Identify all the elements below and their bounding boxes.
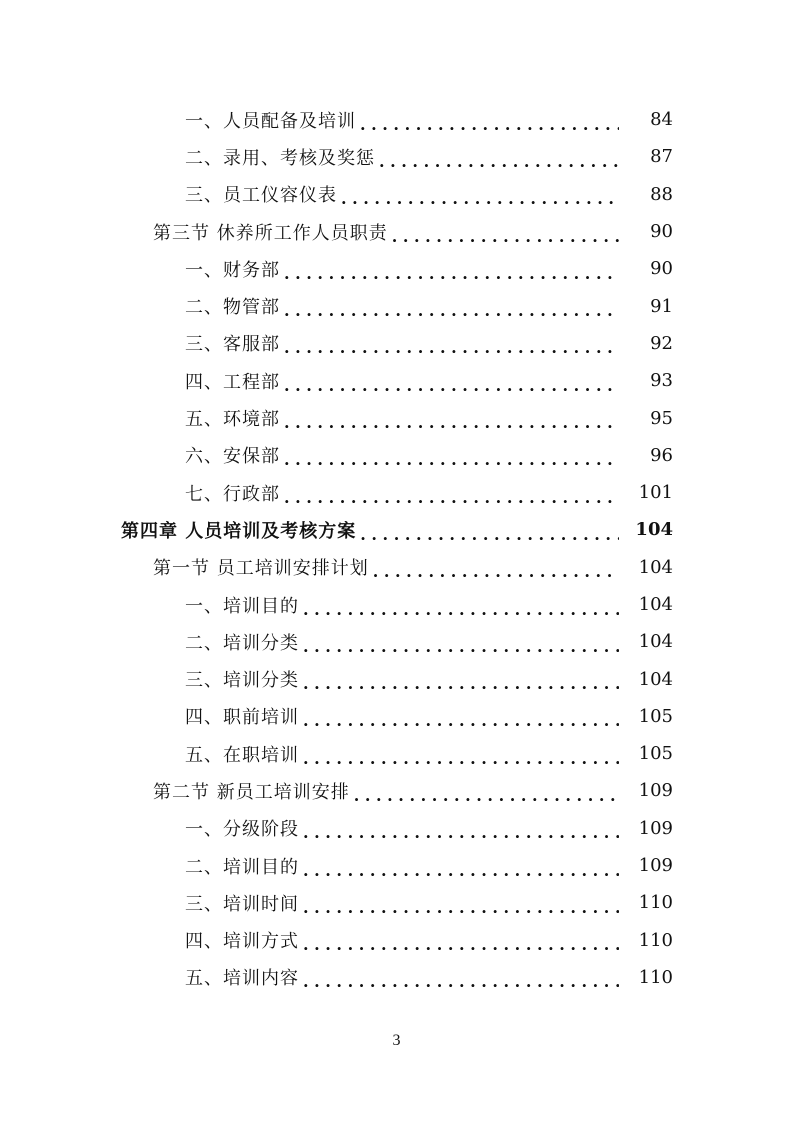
dot-leader: [303, 710, 619, 728]
dot-leader: [303, 971, 619, 989]
dot-leader: [284, 449, 619, 467]
toc-entry-label: 三、培训分类: [185, 670, 299, 692]
toc-entry-label: 三、员工仪容仪表: [185, 185, 337, 207]
toc-entry-item[interactable]: [0, 586, 793, 623]
toc-entry-label: 二、物管部: [185, 297, 280, 319]
toc-entry-item[interactable]: [0, 474, 793, 511]
toc-entry-item[interactable]: [0, 325, 793, 362]
dot-leader: [284, 375, 619, 393]
dot-leader: [303, 822, 619, 840]
toc-entry-label: 二、培训分类: [185, 632, 299, 654]
toc-entry-page: 84: [650, 109, 673, 131]
toc-entry-item[interactable]: [0, 735, 793, 772]
dot-leader: [373, 561, 619, 579]
toc-entry-label: 四、工程部: [185, 371, 280, 393]
toc-entry-page: 92: [650, 332, 673, 354]
toc-entry-page: 109: [638, 855, 673, 877]
toc-entry-item[interactable]: [0, 884, 793, 921]
dot-leader: [284, 412, 619, 430]
toc-entry-item[interactable]: [0, 176, 793, 213]
toc-entry-item[interactable]: [0, 101, 793, 138]
toc-entry-item[interactable]: [0, 399, 793, 436]
toc-entry-item[interactable]: [0, 437, 793, 474]
toc-entry-page: 104: [638, 668, 673, 690]
toc-entry-label: 一、分级阶段: [185, 819, 299, 841]
toc-entry-page: 96: [650, 444, 673, 466]
toc-entry-page: 110: [638, 929, 673, 951]
dot-leader: [354, 785, 619, 803]
toc-entry-item[interactable]: [0, 623, 793, 660]
dot-leader: [303, 599, 619, 617]
toc-entry-item[interactable]: [0, 362, 793, 399]
dot-leader: [303, 897, 619, 915]
toc-entry-label: 七、行政部: [185, 483, 280, 505]
toc-entry-label: 一、培训目的: [185, 595, 299, 617]
toc-entry-page: 91: [650, 295, 673, 317]
toc-entry-item[interactable]: [0, 138, 793, 175]
toc-entry-section[interactable]: [0, 213, 793, 250]
toc-entry-label: 五、培训内容: [185, 968, 299, 990]
toc-entry-item[interactable]: [0, 250, 793, 287]
toc-entry-page: 95: [650, 407, 673, 429]
toc-entry-label: 四、培训方式: [185, 931, 299, 953]
toc-entry-label: 二、录用、考核及奖惩: [185, 147, 375, 169]
dot-leader: [284, 337, 619, 355]
toc-entry-item[interactable]: [0, 959, 793, 996]
toc-entry-label: 六、安保部: [185, 446, 280, 468]
toc-entry-item[interactable]: [0, 660, 793, 697]
toc-entry-label: 一、财务部: [185, 259, 280, 281]
toc-entry-page: 104: [635, 519, 673, 541]
toc-entry-label: 四、职前培训: [185, 707, 299, 729]
toc-entry-section[interactable]: [0, 772, 793, 809]
toc-entry-chapter[interactable]: [0, 511, 793, 548]
toc-entry-label: 五、环境部: [185, 409, 280, 431]
toc-entry-page: 101: [638, 482, 673, 504]
toc-entry-page: 105: [638, 705, 673, 727]
dot-leader: [379, 151, 619, 169]
table-of-contents: [0, 101, 793, 996]
toc-entry-item[interactable]: [0, 287, 793, 324]
toc-entry-page: 88: [650, 183, 673, 205]
toc-entry-label: 五、在职培训: [185, 744, 299, 766]
toc-entry-page: 104: [638, 556, 673, 578]
toc-entry-page: 87: [650, 146, 673, 168]
dot-leader: [341, 188, 619, 206]
toc-entry-page: 109: [638, 817, 673, 839]
toc-entry-label: 第四章 人员培训及考核方案: [121, 520, 357, 542]
toc-entry-page: 90: [650, 258, 673, 280]
toc-entry-item[interactable]: [0, 847, 793, 884]
toc-entry-item[interactable]: [0, 698, 793, 735]
toc-entry-page: 109: [638, 780, 673, 802]
dot-leader: [284, 487, 619, 505]
toc-entry-label: 第二节 新员工培训安排: [153, 781, 350, 803]
dot-leader: [303, 860, 619, 878]
toc-entry-page: 90: [650, 221, 673, 243]
toc-entry-label: 第一节 员工培训安排计划: [153, 558, 369, 580]
toc-entry-item[interactable]: [0, 810, 793, 847]
toc-entry-label: 三、培训时间: [185, 893, 299, 915]
toc-entry-label: 一、人员配备及培训: [185, 110, 356, 132]
dot-leader: [284, 263, 619, 281]
dot-leader: [303, 636, 619, 654]
dot-leader: [303, 673, 619, 691]
dot-leader: [392, 226, 619, 244]
toc-entry-page: 110: [638, 966, 673, 988]
dot-leader: [303, 748, 619, 766]
dot-leader: [284, 300, 619, 318]
toc-entry-label: 第三节 休养所工作人员职责: [153, 222, 388, 244]
dot-leader: [360, 524, 619, 542]
toc-entry-section[interactable]: [0, 549, 793, 586]
dot-leader: [360, 114, 619, 132]
toc-entry-page: 105: [638, 743, 673, 765]
page-number: 3: [392, 1032, 401, 1049]
toc-entry-page: 110: [638, 892, 673, 914]
toc-entry-page: 104: [638, 631, 673, 653]
toc-entry-item[interactable]: [0, 922, 793, 959]
toc-entry-label: 三、客服部: [185, 334, 280, 356]
dot-leader: [303, 934, 619, 952]
toc-entry-page: 104: [638, 594, 673, 615]
toc-entry-page: 93: [650, 370, 673, 392]
toc-entry-label: 二、培训目的: [185, 856, 299, 878]
